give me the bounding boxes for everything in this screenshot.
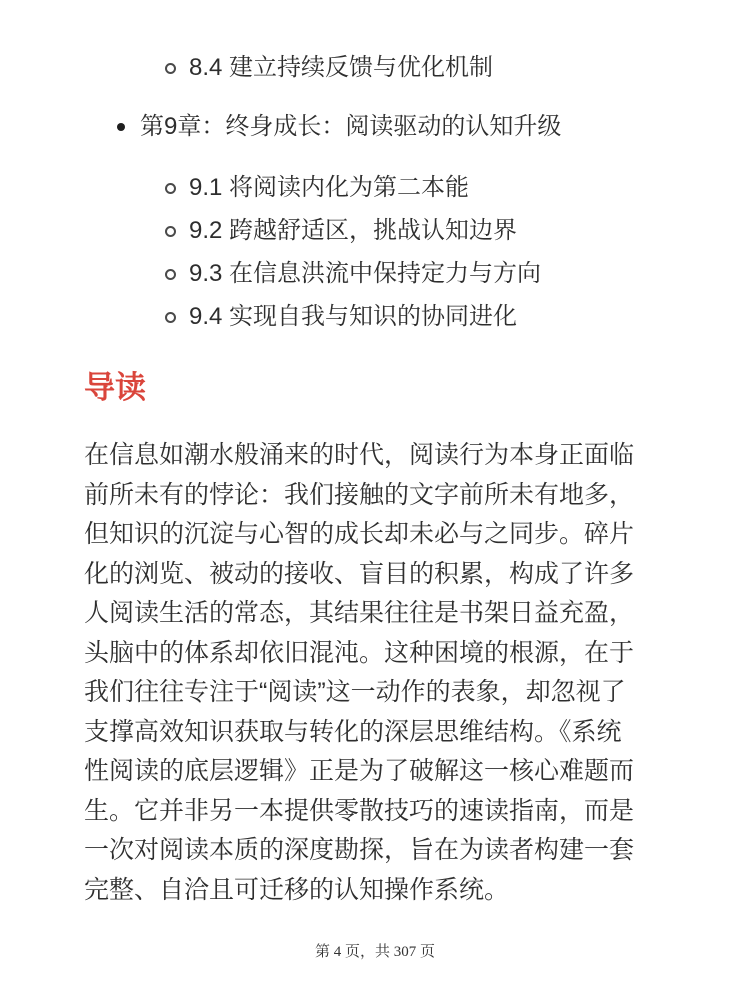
toc-item-9-4 bbox=[84, 302, 670, 332]
circle-bullet-icon bbox=[165, 63, 176, 74]
toc-item-9-3 bbox=[84, 259, 670, 289]
toc-item-label: 9.2 跨越舒适区，挑战认知边界 bbox=[189, 217, 518, 244]
toc-item-label: 8.4 建立持续反馈与优化机制 bbox=[189, 54, 494, 81]
circle-bullet-icon bbox=[165, 183, 176, 194]
disc-bullet-icon bbox=[117, 123, 125, 131]
toc-item-label: 第9章：终身成长：阅读驱动的认知升级 bbox=[140, 113, 562, 140]
toc-item-chapter-9 bbox=[84, 112, 670, 142]
toc-item-label: 9.1 将阅读内化为第二本能 bbox=[189, 174, 470, 201]
toc-item-9-1 bbox=[84, 173, 670, 203]
table-of-contents bbox=[84, 53, 670, 332]
circle-bullet-icon bbox=[165, 269, 176, 280]
toc-item-9-2 bbox=[84, 216, 670, 246]
section-heading-daodu: 导读 bbox=[84, 370, 146, 405]
page-content bbox=[84, 0, 670, 935]
toc-item-label: 9.3 在信息洪流中保持定力与方向 bbox=[189, 260, 542, 287]
circle-bullet-icon bbox=[165, 226, 176, 237]
circle-bullet-icon bbox=[165, 312, 176, 323]
toc-item-8-4 bbox=[84, 53, 670, 83]
page-number-indicator: 第 4 页，共 307 页 bbox=[314, 944, 435, 960]
introduction-paragraph: 在信息如潮水般涌来的时代，阅读行为本身正面临前所未有的悖论：我们接触的文字前所未有地多，但知识的沉淀与心智的成长却未必与之同步。碎片化的浏览、被动的接收、盲目的积累，构成了许多人阅读生活的常态，其结果往往是书架日益充盈，头脑中的体系却依旧混沌。这种困境的根源，在于我们往往专注于“阅读”这一动作的表象，却忽视了支撑高效知识获取与转化的深层思维结构。《系统性阅读的底层逻辑》正是为了破解这一核心难题而生。它并非另一本提供零散技巧的速读指南，而是一次对阅读本质的深度勘探，旨在为读者构建一套完整、自洽且可迁移的认知操作系统。 bbox=[84, 441, 635, 904]
toc-item-label: 9.4 实现自我与知识的协同进化 bbox=[189, 303, 518, 330]
